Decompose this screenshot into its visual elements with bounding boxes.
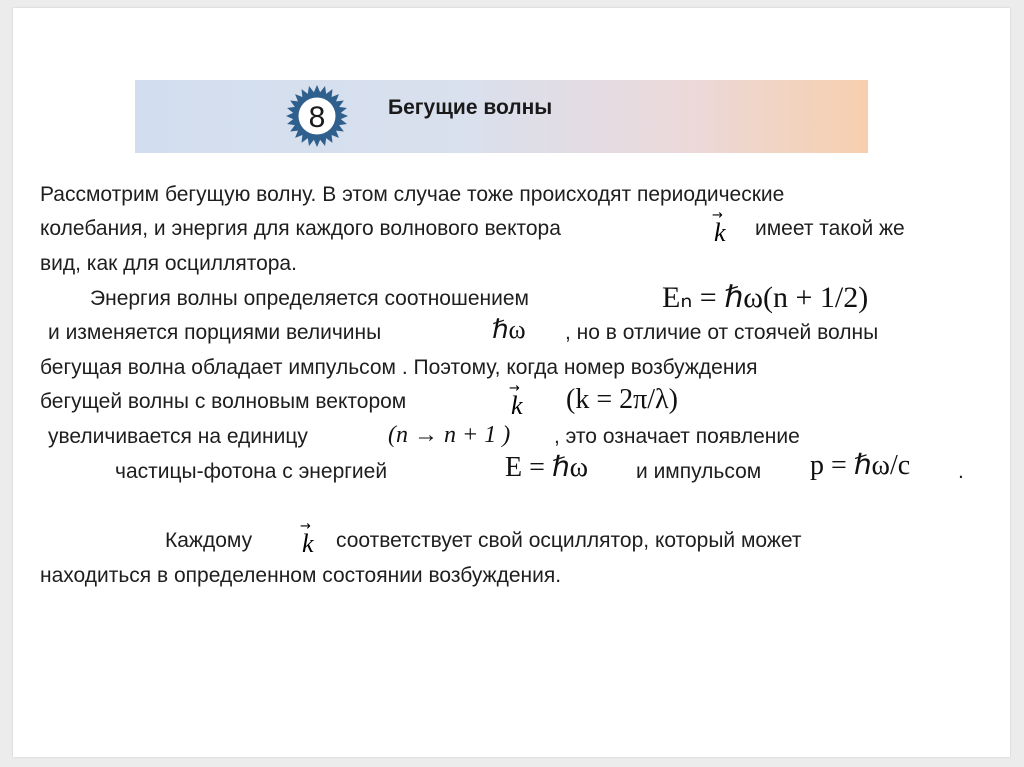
text-line-3: вид, как для осциллятора. bbox=[40, 252, 297, 275]
text-line-10b: соответствует свой осциллятор, который может bbox=[336, 529, 802, 552]
text-line-9a: частицы-фотона с энергией bbox=[115, 460, 388, 483]
energy-formula: Eₙ = ℏω(n + 1/2) bbox=[662, 281, 869, 314]
slide-title: Бегущие волны bbox=[388, 96, 553, 119]
k-vector: → k bbox=[509, 381, 523, 420]
text-line-9b: и импульсом bbox=[636, 460, 762, 483]
text-line-5b: , но в отличие от стоячей волны bbox=[565, 321, 879, 344]
text-line-2a: колебания, и энергия для каждого волнового вектора bbox=[40, 217, 561, 240]
text-line-6: бегущая волна обладает импульсом . Поэтому, когда номер возбуждения bbox=[40, 356, 758, 379]
text-line-9c: . bbox=[958, 460, 964, 483]
text-line-8b: , это означает появление bbox=[554, 425, 800, 448]
text-line-5a: и изменяется порциями величины bbox=[48, 321, 382, 344]
text-line-11: находиться в определенном состоянии возбуждения. bbox=[40, 564, 562, 587]
quantum-hbar-omega: ℏω bbox=[492, 315, 526, 344]
k-relation: (k = 2π/λ) bbox=[566, 384, 678, 415]
slide-number: 8 bbox=[308, 101, 326, 134]
n-increment: (n → n + 1 ) bbox=[388, 422, 511, 448]
text-line-7: бегущей волны с волновым вектором bbox=[40, 390, 407, 413]
slide-number-badge bbox=[285, 84, 349, 148]
text-line-2b: имеет такой же bbox=[755, 217, 905, 240]
text-line-10a: Каждому bbox=[165, 529, 253, 552]
photon-energy: E = ℏω bbox=[505, 452, 589, 483]
text-line-1: Рассмотрим бегущую волну. В этом случае тоже происходят периодические bbox=[40, 183, 785, 206]
text-line-8a: увеличивается на единицу bbox=[48, 425, 308, 448]
text-line-4: Энергия волны определяется соотношением bbox=[90, 287, 529, 310]
k-vector: → k bbox=[300, 519, 314, 558]
photon-momentum: p = ℏω/c bbox=[810, 450, 911, 481]
k-vector: → k bbox=[712, 208, 726, 247]
